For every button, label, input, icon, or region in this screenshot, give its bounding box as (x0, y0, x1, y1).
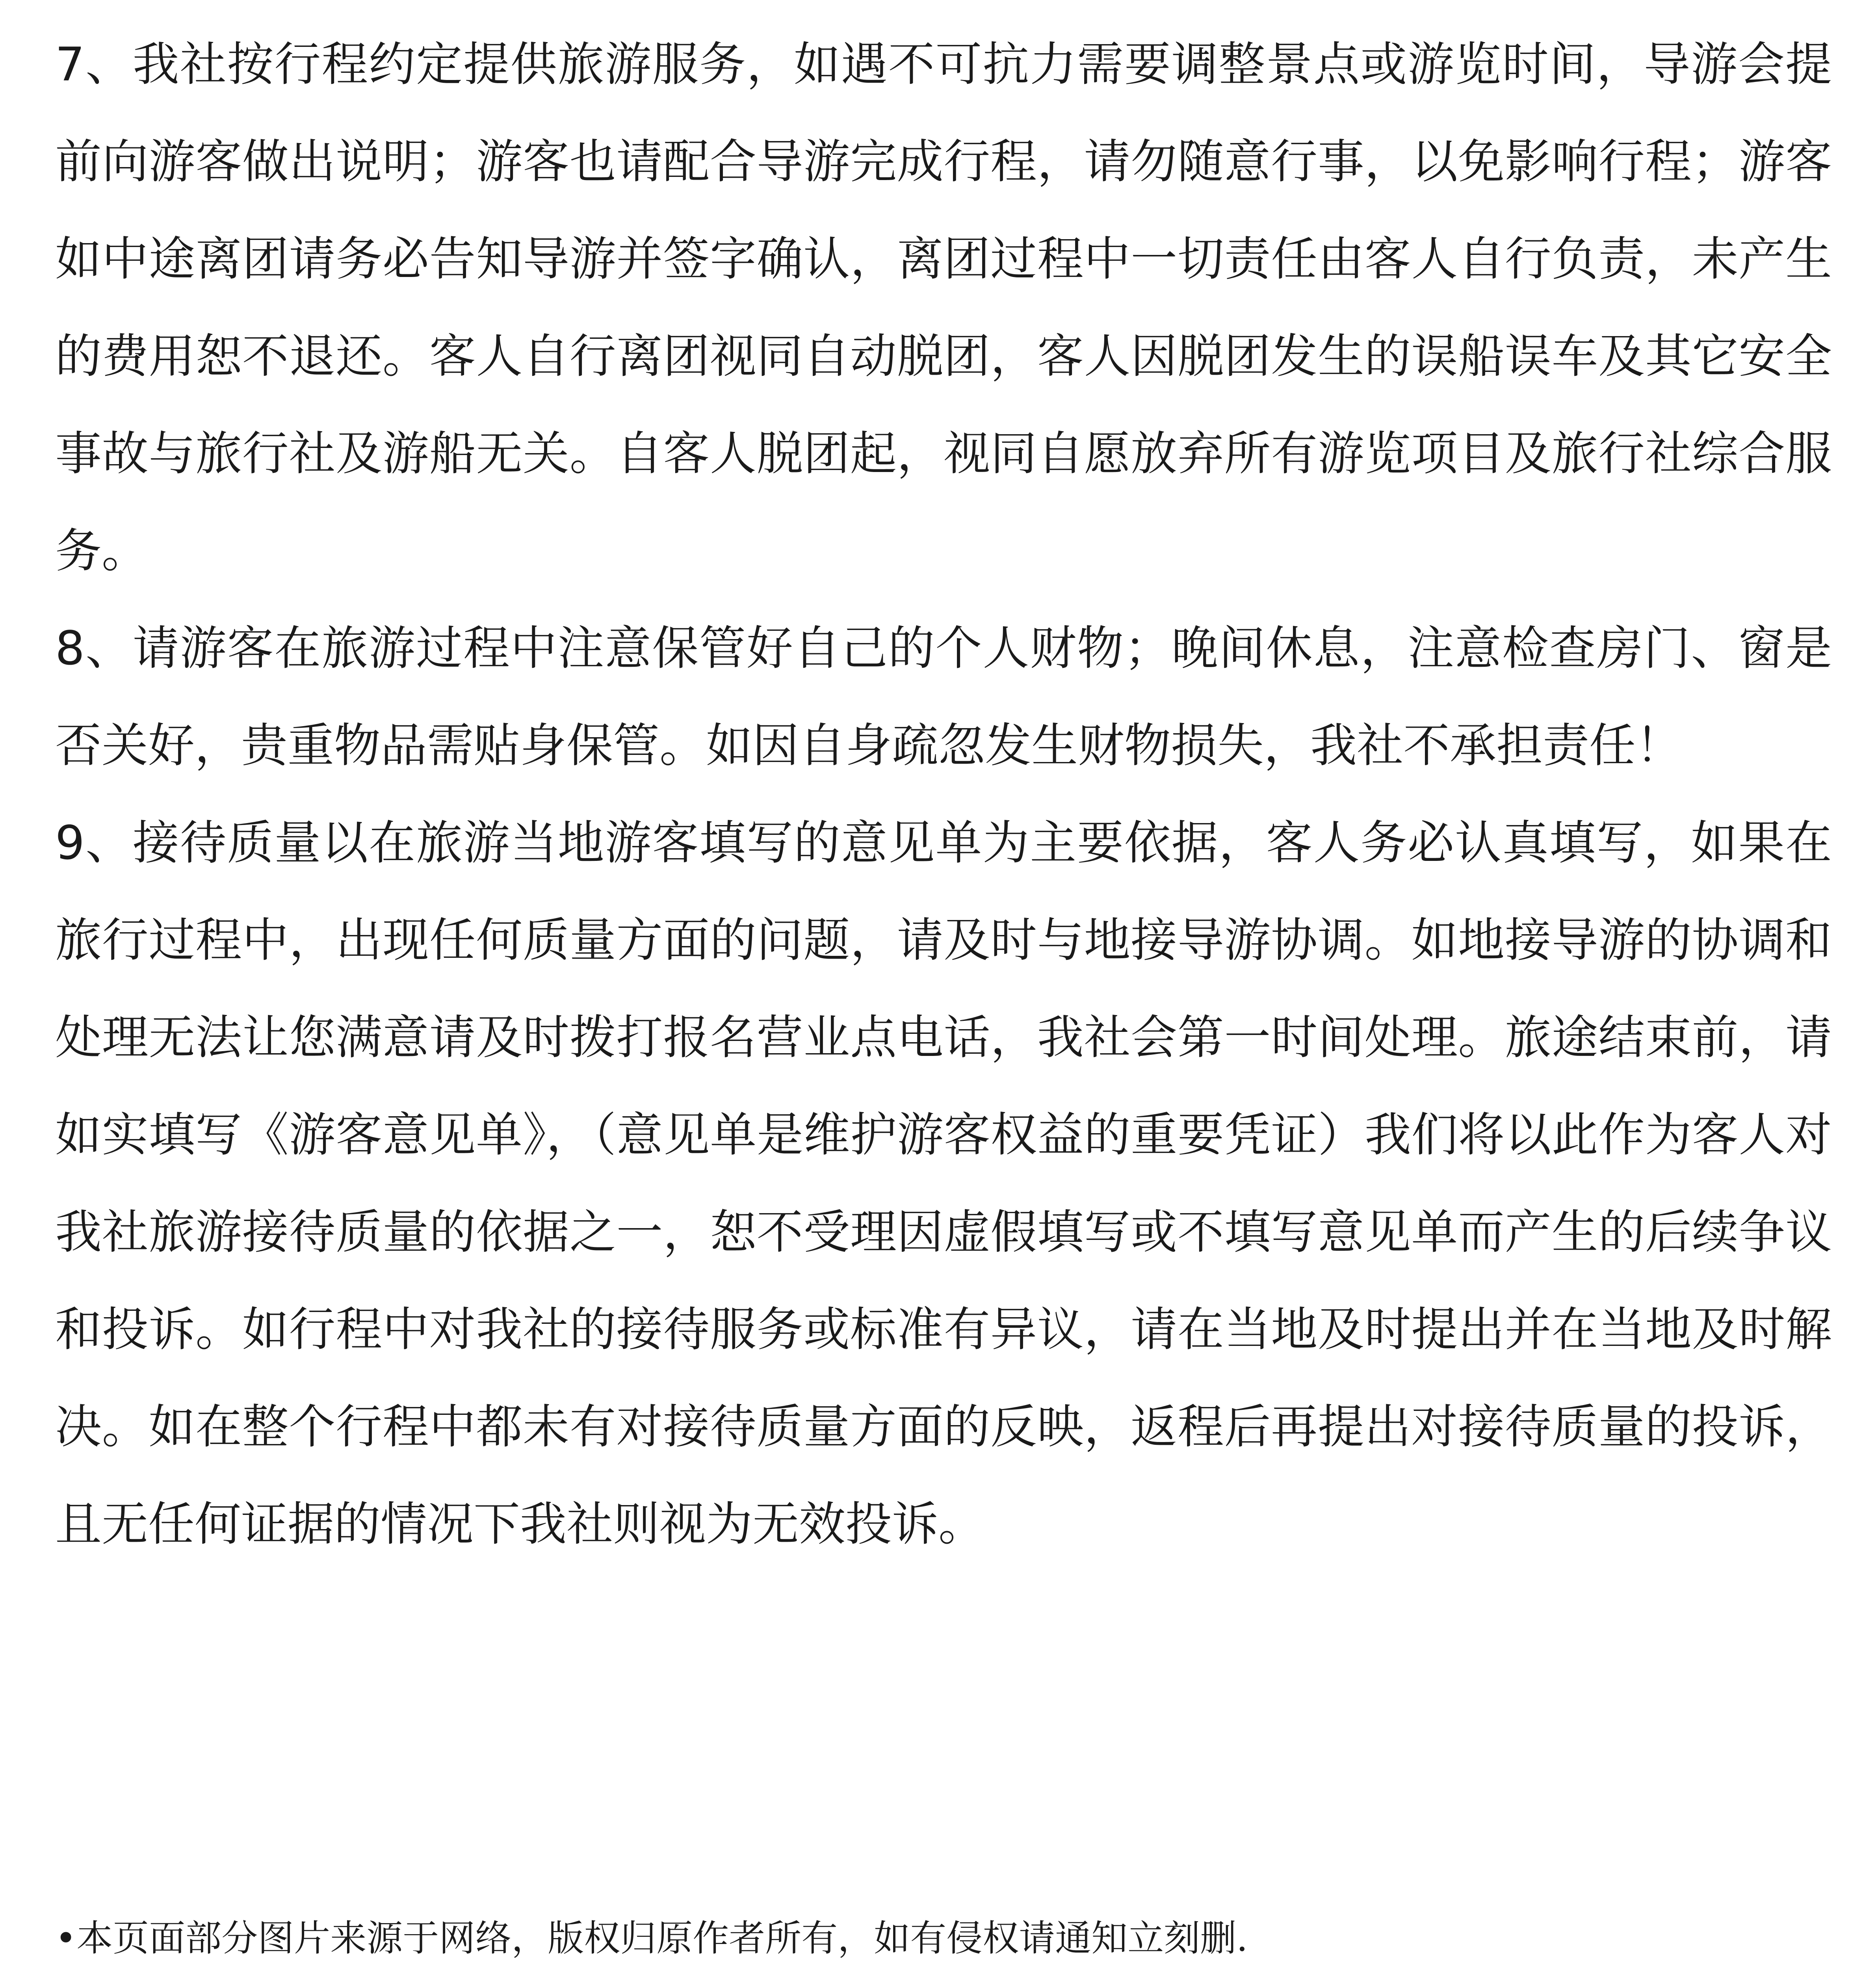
term-item-7: 7、我社按行程约定提供旅游服务，如遇不可抗力需要调整景点或游览时间，导游会提前向游客做出说明；游客也请配合导游完成行程，请勿随意行事，以免影响行程；游客如中途离团请务必告知导游并签字确认，离团过程中一切责任由客人自行负责，未产生的费用恕不退还。客人自行离团视同自动脱团，客人因脱团发生的误船误车及其它安全事故与旅行社及游船无关。自客人脱团起，视同自愿放弃所有游览项目及旅行社综合服务。 (55, 37, 1832, 578)
term-item-9: 9、接待质量以在旅游当地游客填写的意见单为主要依据，客人务必认真填写，如果在旅行过程中，出现任何质量方面的问题，请及时与地接导游协调。如地接导游的协调和处理无法让您满意请及时拨打报名营业点电话，我社会第一时间处理。旅途结束前，请如实填写《游客意见单》，（意见单是维护游客权益的重要凭证）我们将以此作为客人对我社旅游接待质量的依据之一，恕不受理因虚假填写或不填写意见单而产生的后续争议和投诉。如行程中对我社的接待服务或标准有异议，请在当地及时提出并在当地及时解决。如在整个行程中都未有对接待质量方面的反映，返程后再提出对接待质量的投诉，且无任何证据的情况下我社则视为无效投诉。 (55, 816, 1832, 1551)
copyright-footnote: •本页面部分图片来源于网络，版权归原作者所有，如有侵权请通知立刻删. (55, 1917, 1248, 1959)
term-item-8: 8、请游客在旅游过程中注意保管好自己的个人财物；晚间休息，注意检查房门、窗是否关好，贵重物品需贴身保管。如因自身疏忽发生财物损失，我社不承担责任！ (55, 621, 1832, 773)
terms-list (55, 16, 1832, 1573)
